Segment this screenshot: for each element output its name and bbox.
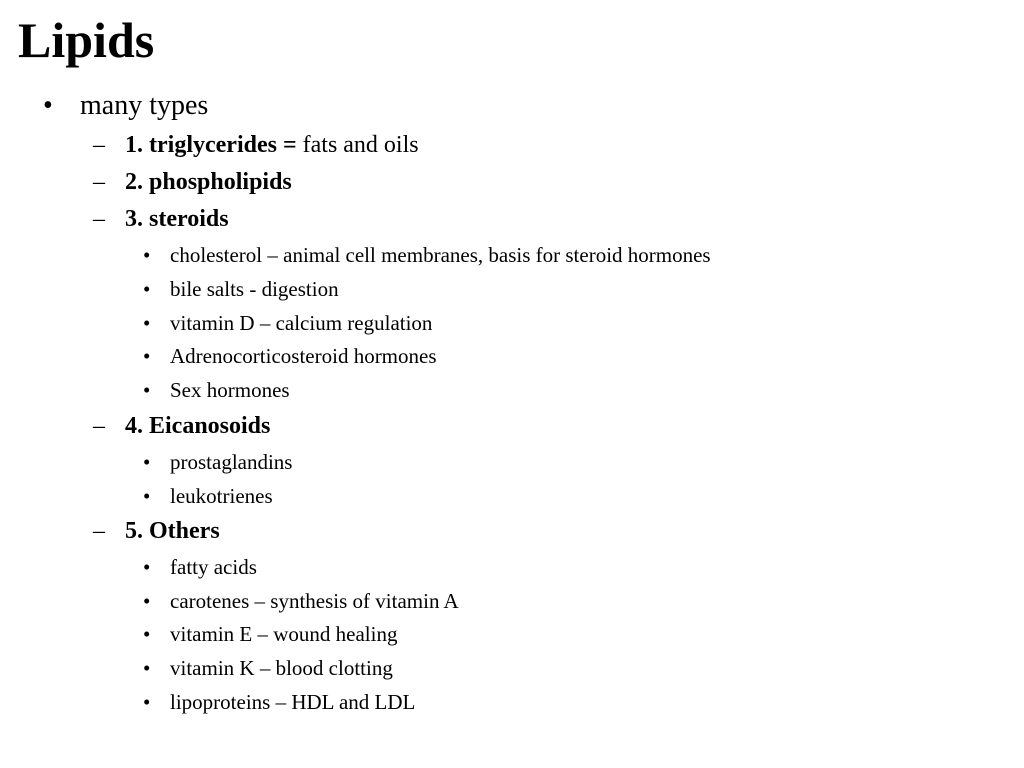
item-steroids: [93, 205, 229, 234]
bullet-text: many types: [80, 90, 209, 121]
item-phospholipids: [93, 168, 292, 197]
item-label: 5. Others: [125, 518, 220, 544]
item-description: fats and oils: [296, 132, 419, 158]
bullet-marker: •: [143, 589, 151, 613]
bullet-marker: •: [143, 656, 151, 680]
dash-marker: –: [93, 169, 105, 195]
bullet-marker: •: [143, 344, 151, 368]
subitem: [143, 622, 398, 647]
bullet-marker: •: [143, 622, 151, 646]
item-label: 1. triglycerides =: [125, 132, 297, 158]
subitem-text: vitamin E – wound healing: [170, 622, 398, 646]
bullet-marker: •: [143, 243, 151, 267]
subitem-text: prostaglandins: [170, 450, 293, 474]
bullet-marker: •: [143, 484, 151, 508]
subitem: [143, 656, 393, 681]
subitem: [143, 243, 711, 268]
dash-marker: –: [93, 206, 105, 232]
item-label: 2. phospholipids: [125, 169, 292, 195]
bullet-marker: •: [143, 690, 151, 714]
subitem: [143, 378, 290, 403]
subitem: [143, 484, 273, 509]
subitem-text: lipoproteins – HDL and LDL: [170, 690, 416, 714]
subitem: [143, 690, 416, 715]
subitem: [143, 555, 257, 580]
item-others: [93, 517, 220, 546]
bullet-marker: •: [143, 378, 151, 402]
subitem: [143, 344, 437, 369]
bullet-marker: •: [143, 311, 151, 335]
subitem-text: bile salts - digestion: [170, 277, 339, 301]
subitem-text: cholesterol – animal cell membranes, basis for steroid hormones: [170, 243, 711, 267]
bullet-marker: •: [43, 90, 53, 121]
subitem-text: Sex hormones: [170, 378, 290, 402]
bullet-marker: •: [143, 450, 151, 474]
subitem: [143, 277, 339, 302]
bullet-many-types: [43, 89, 209, 123]
dash-marker: –: [93, 132, 105, 158]
subitem-text: vitamin D – calcium regulation: [170, 311, 433, 335]
item-triglycerides: [93, 131, 419, 160]
dash-marker: –: [93, 413, 105, 439]
subitem-text: leukotrienes: [170, 484, 273, 508]
subitem-text: vitamin K – blood clotting: [170, 656, 393, 680]
bullet-marker: •: [143, 555, 151, 579]
subitem: [143, 311, 433, 336]
subitem-text: Adrenocorticosteroid hormones: [170, 344, 437, 368]
slide-title: Lipids: [18, 12, 155, 68]
subitem: [143, 450, 293, 475]
item-label: 3. steroids: [125, 206, 229, 232]
dash-marker: –: [93, 518, 105, 544]
item-label: 4. Eicanosoids: [125, 413, 271, 439]
subitem: [143, 589, 459, 614]
item-eicanosoids: [93, 412, 271, 441]
bullet-marker: •: [143, 277, 151, 301]
subitem-text: fatty acids: [170, 555, 257, 579]
subitem-text: carotenes – synthesis of vitamin A: [170, 589, 459, 613]
